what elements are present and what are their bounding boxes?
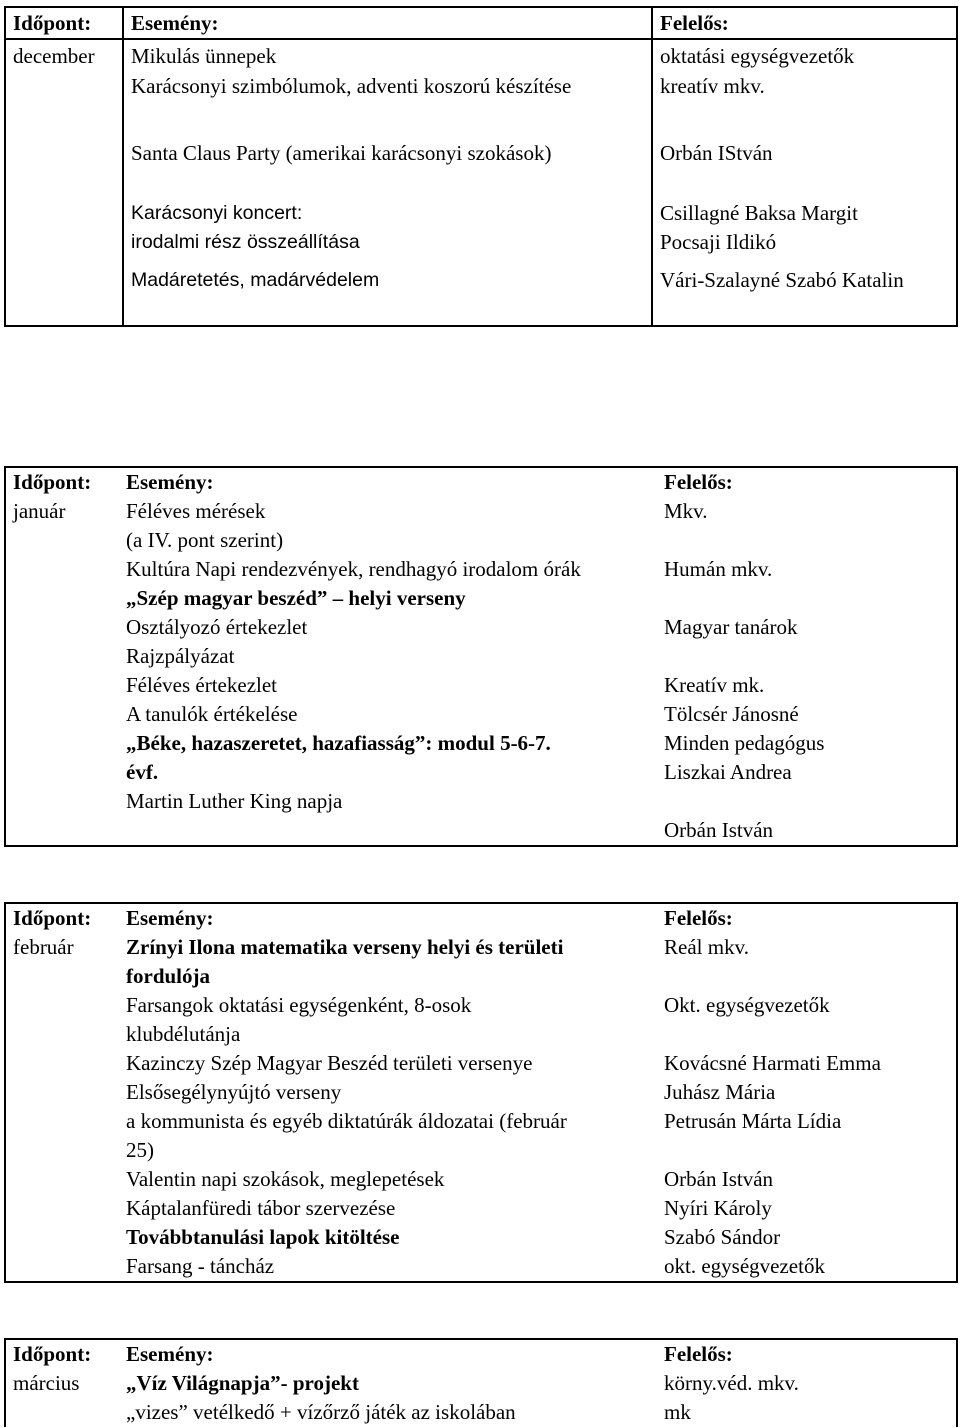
header-event: Esemény: <box>119 1339 657 1369</box>
list-item: Orbán István <box>664 1167 774 1191</box>
list-item: Kultúra Napi rendezvények, rendhagyó irodalom órák <box>126 557 581 581</box>
list-item: Féléves értekezlet <box>126 673 277 697</box>
list-item: Szabó Sándor <box>664 1225 781 1249</box>
list-item: „Béke, hazaszeretet, hazafiasság”: modul 5-6-7. évf. <box>126 731 551 784</box>
list-item: Madáretetés, madárvédelem <box>131 269 380 291</box>
month-cell: március <box>5 1369 119 1427</box>
list-item: Petrusán Márta Lídia <box>664 1109 842 1133</box>
list-item: Juhász Mária <box>664 1080 776 1104</box>
header-responsible: Felelős: <box>657 467 957 497</box>
list-item: Tölcsér Jánosné <box>664 702 799 726</box>
list-item: Továbbtanulási lapok kitöltése <box>126 1225 400 1249</box>
december-table <box>4 6 958 327</box>
list-item: Santa Claus Party (amerikai karácsonyi szokások) <box>131 141 552 165</box>
list-item: Farsangok oktatási egységenként, 8-osok klubdélutánja <box>126 993 472 1046</box>
table-body-row <box>5 497 957 846</box>
list-item: Magyar tanárok <box>664 615 798 639</box>
header-event: Esemény: <box>119 903 657 933</box>
list-item: körny.véd. mkv. <box>664 1371 799 1395</box>
header-time: Időpont: <box>5 903 119 933</box>
list-item: Orbán István <box>664 818 774 842</box>
januar-table <box>4 466 958 847</box>
marcius-table <box>4 1338 958 1427</box>
list-item: Mkv. <box>664 499 708 523</box>
list-item: Osztályozó értekezlet <box>126 615 308 639</box>
list-item: Liszkai Andrea <box>664 760 792 784</box>
header-event: Esemény: <box>123 7 652 39</box>
list-item: Elsősegélynyújtó verseny <box>126 1080 342 1104</box>
list-item: Valentin napi szokások, meglepetések <box>126 1167 445 1191</box>
list-item: Pocsaji Ildikó <box>660 230 777 254</box>
table-body-row <box>5 1369 957 1427</box>
list-item <box>664 642 956 671</box>
list-item: Reál mkv. <box>664 935 749 959</box>
header-time: Időpont: <box>5 7 123 39</box>
list-item: Vári-Szalayné Szabó Katalin <box>660 268 904 292</box>
header-time: Időpont: <box>5 467 119 497</box>
list-item: Káptalanfüredi tábor szervezése <box>126 1196 396 1220</box>
header-responsible: Felelős: <box>652 7 957 39</box>
list-item: Farsang - táncház <box>126 1254 275 1278</box>
list-item: „Szép magyar beszéd” – helyi verseny <box>126 586 466 610</box>
list-item: a kommunista és egyéb diktatúrák áldozatai (február 25) <box>126 1109 567 1162</box>
list-item: Kovácsné Harmati Emma <box>664 1051 881 1075</box>
header-responsible: Felelős: <box>657 903 957 933</box>
list-item: Martin Luther King napja <box>126 789 343 813</box>
list-item: Csillagné Baksa Margit <box>660 201 858 225</box>
list-item: Okt. egységvezetők <box>664 993 830 1017</box>
table-header-row <box>5 7 957 39</box>
list-item: kreatív mkv. <box>660 74 765 98</box>
list-item: Orbán IStván <box>660 141 773 165</box>
table-header-row <box>5 1339 957 1369</box>
list-item: okt. egységvezetők <box>664 1254 825 1278</box>
list-item: (a IV. pont szerint) <box>126 528 284 552</box>
table-body-row <box>5 39 957 326</box>
list-item: A tanulók értékelése <box>126 702 298 726</box>
table-body-row <box>5 933 957 1282</box>
month-cell: december <box>5 39 123 326</box>
list-item: Karácsonyi koncert: <box>131 202 303 224</box>
header-time: Időpont: <box>5 1339 119 1369</box>
list-item: „vizes” vetélkedő + vízőrző játék az iskolában <box>126 1400 516 1424</box>
februar-table <box>4 902 958 1283</box>
list-item: „Víz Világnapja”- projekt <box>126 1371 359 1395</box>
list-item: Féléves mérések <box>126 499 266 523</box>
list-item: oktatási egységvezetők <box>660 44 855 68</box>
table-header-row <box>5 467 957 497</box>
list-item: Humán mkv. <box>664 557 773 581</box>
month-cell: február <box>5 933 119 1282</box>
list-item: Kreatív mk. <box>664 673 765 697</box>
list-item: Zrínyi Ilona matematika verseny helyi és területi fordulója <box>126 935 564 988</box>
list-item: Minden pedagógus <box>664 731 825 755</box>
list-item: Nyíri Károly <box>664 1196 772 1220</box>
list-item: Kazinczy Szép Magyar Beszéd területi versenye <box>126 1051 533 1075</box>
header-responsible: Felelős: <box>657 1339 957 1369</box>
list-item: mk <box>664 1400 691 1424</box>
list-item: Karácsonyi szimbólumok, adventi koszorú készítése <box>131 74 572 98</box>
header-event: Esemény: <box>119 467 657 497</box>
list-item: irodalmi rész összeállítása <box>131 231 360 253</box>
table-header-row <box>5 903 957 933</box>
list-item: Rajzpályázat <box>126 644 235 668</box>
month-cell: január <box>5 497 119 846</box>
list-item: Mikulás ünnepek <box>131 44 277 68</box>
